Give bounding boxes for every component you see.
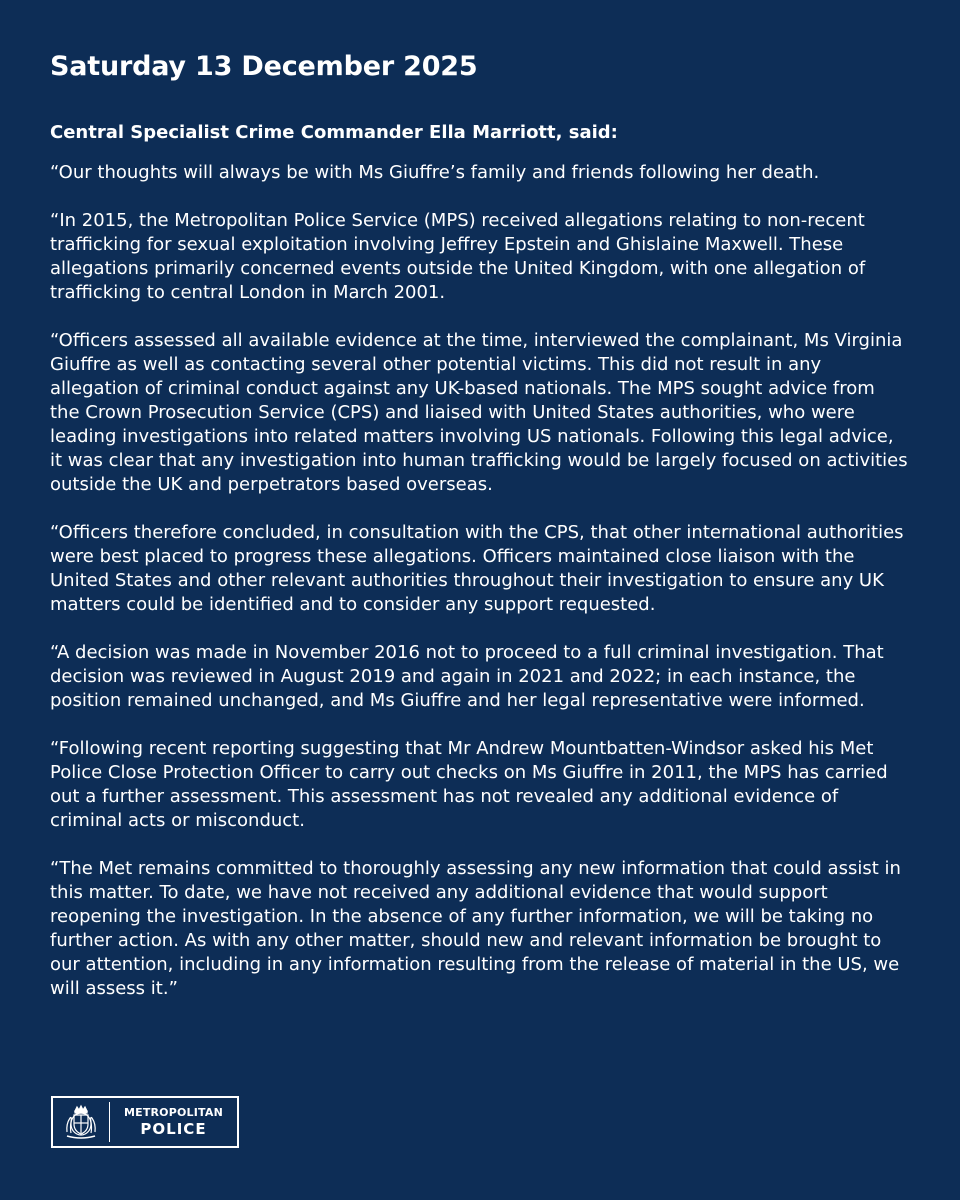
statement-paragraph: “In 2015, the Metropolitan Police Service (MPS) received allegations relating to non-recent trafficking for sexual exploitation involving Jeffrey Epstein and Ghislaine Maxwell. These allegations primarily concerned events outside the United Kingdom, with one allegation of trafficking to central London in March 2001. [50, 210, 866, 303]
statement-paragraph: “Following recent reporting suggesting that Mr Andrew Mountbatten-Windsor asked his Met Police Close Protection Officer to carry out checks on Ms Giuffre in 2011, the MPS has carried out a further assessment. This assessment has not revealed any additional evidence of criminal acts or misconduct. [50, 738, 888, 831]
statement-paragraph: “Officers therefore concluded, in consultation with the CPS, that other international authorities were best placed to progress these allegations. Officers maintained close liaison with the United States and other relevant authorities throughout their investigation to ensure any UK matters could be identified and to consider any support requested. [50, 522, 904, 615]
royal-crest-icon [53, 1098, 109, 1146]
statement-paragraph: “Our thoughts will always be with Ms Giuffre’s family and friends following her death. [50, 162, 820, 183]
statement-paragraph: “Officers assessed all available evidence at the time, interviewed the complainant, Ms Virginia Giuffre as well as contacting several other potential victims. This did not result in any allegation of criminal conduct against any UK-based nationals. The MPS sought advice from the Crown Prosecution Service (CPS) and liaised with United States authorities, who were leading investigations into related matters involving US nationals. Following this legal advice, it was clear that any investigation into human trafficking would be largely focused on activities outside the UK and perpetrators based overseas. [50, 330, 908, 495]
statement-date: Saturday 13 December 2025 [50, 51, 478, 82]
statement-paragraph: “A decision was made in November 2016 not to proceed to a full criminal investigation. That decision was reviewed in August 2019 and again in 2021 and 2022; in each instance, the position remained unchanged, and Ms Giuffre and her legal representative were informed. [50, 642, 884, 711]
metropolitan-police-logo [51, 1096, 239, 1148]
speaker-attribution: Central Specialist Crime Commander Ella Marriott, said: [50, 122, 618, 143]
logo-text [110, 1106, 237, 1138]
logo-line-police: POLICE [140, 1120, 207, 1138]
statement-paragraph: “The Met remains committed to thoroughly assessing any new information that could assist in this matter. To date, we have not received any additional evidence that would support reopening the investigation. In the absence of any further information, we will be taking no further action. As with any other matter, should new and relevant information be brought to our attention, including in any information resulting from the release of material in the US, we will assess it.” [50, 858, 901, 999]
logo-line-metropolitan: METROPOLITAN [123, 1106, 224, 1119]
